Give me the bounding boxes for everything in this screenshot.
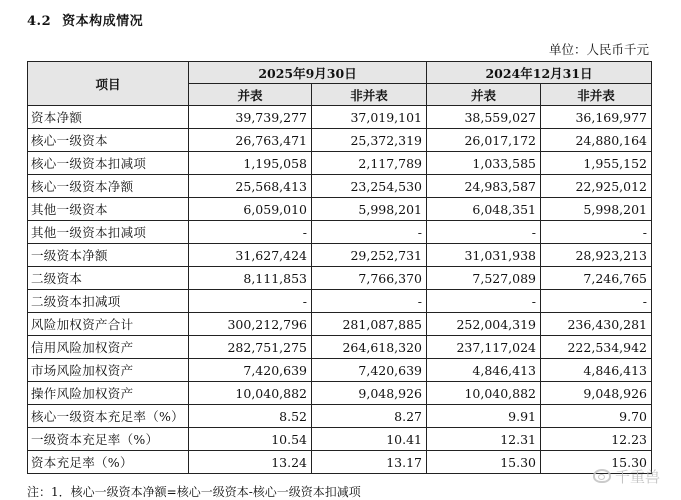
table-cell: - bbox=[427, 290, 541, 313]
row-label: 二级资本 bbox=[28, 267, 189, 290]
table-row bbox=[28, 129, 652, 152]
table-cell: 1,955,152 bbox=[541, 152, 652, 175]
row-label: 核心一级资本扣减项 bbox=[28, 152, 189, 175]
table-cell: 5,998,201 bbox=[541, 198, 652, 221]
row-label: 风险加权资产合计 bbox=[28, 313, 189, 336]
capital-composition-table bbox=[27, 61, 652, 474]
table-cell: 252,004,319 bbox=[427, 313, 541, 336]
table-cell: 4,846,413 bbox=[541, 359, 652, 382]
weibo-icon bbox=[593, 469, 611, 483]
table-cell: 7,420,639 bbox=[312, 359, 427, 382]
table-cell: 25,372,319 bbox=[312, 129, 427, 152]
table-cell: 236,430,281 bbox=[541, 313, 652, 336]
table-cell: 10,040,882 bbox=[427, 382, 541, 405]
table-row bbox=[28, 313, 652, 336]
period-header-2025: 2025年9月30日 bbox=[189, 62, 427, 84]
footnote: 注：1．核心一级资本净额=核心一级资本-核心一级资本扣减项 bbox=[27, 485, 361, 499]
table-cell: 7,527,089 bbox=[427, 267, 541, 290]
table-cell: 264,618,320 bbox=[312, 336, 427, 359]
table-cell: 282,751,275 bbox=[189, 336, 312, 359]
table-cell: 24,880,164 bbox=[541, 129, 652, 152]
table-cell: 5,998,201 bbox=[312, 198, 427, 221]
table-row bbox=[28, 382, 652, 405]
table-cell: 37,019,101 bbox=[312, 106, 427, 129]
table-cell: 7,420,639 bbox=[189, 359, 312, 382]
table-cell: 28,923,213 bbox=[541, 244, 652, 267]
scope-header-standalone-2024: 非并表 bbox=[541, 84, 652, 106]
table-cell: 9,048,926 bbox=[312, 382, 427, 405]
table-cell: 237,117,024 bbox=[427, 336, 541, 359]
table-cell: 13.24 bbox=[189, 451, 312, 474]
row-label: 核心一级资本净额 bbox=[28, 175, 189, 198]
table-cell: 2,117,789 bbox=[312, 152, 427, 175]
table-cell: 6,059,010 bbox=[189, 198, 312, 221]
table-row bbox=[28, 198, 652, 221]
table-row bbox=[28, 290, 652, 313]
table-cell: 8.52 bbox=[189, 405, 312, 428]
table-cell: - bbox=[312, 221, 427, 244]
row-label: 一级资本充足率（%） bbox=[28, 428, 189, 451]
unit-label: 单位：人民币千元 bbox=[548, 42, 649, 57]
table-cell: 15.30 bbox=[427, 451, 541, 474]
table-cell: 26,763,471 bbox=[189, 129, 312, 152]
table-cell: 10.41 bbox=[312, 428, 427, 451]
table-row bbox=[28, 359, 652, 382]
period-header-2024: 2024年12月31日 bbox=[427, 62, 652, 84]
table-cell: 9,048,926 bbox=[541, 382, 652, 405]
row-label: 资本净额 bbox=[28, 106, 189, 129]
row-label: 其他一级资本 bbox=[28, 198, 189, 221]
table-cell: 7,766,370 bbox=[312, 267, 427, 290]
table-cell: 300,212,796 bbox=[189, 313, 312, 336]
table-cell: 12.23 bbox=[541, 428, 652, 451]
row-label: 核心一级资本充足率（%） bbox=[28, 405, 189, 428]
table-row bbox=[28, 405, 652, 428]
table-cell: 222,534,942 bbox=[541, 336, 652, 359]
table-cell: 26,017,172 bbox=[427, 129, 541, 152]
table-cell: - bbox=[189, 290, 312, 313]
table-cell: - bbox=[189, 221, 312, 244]
row-label: 资本充足率（%） bbox=[28, 451, 189, 474]
table-cell: 38,559,027 bbox=[427, 106, 541, 129]
row-label: 市场风险加权资产 bbox=[28, 359, 189, 382]
table-cell: 10,040,882 bbox=[189, 382, 312, 405]
table-row bbox=[28, 175, 652, 198]
section-title-text: 资本构成情况 bbox=[62, 14, 144, 29]
table-cell: 1,033,585 bbox=[427, 152, 541, 175]
section-number: 4.2 bbox=[27, 14, 52, 29]
table-cell: 31,627,424 bbox=[189, 244, 312, 267]
table-cell: 15.30 bbox=[541, 451, 652, 474]
table-row bbox=[28, 267, 652, 290]
table-cell: - bbox=[541, 221, 652, 244]
table-cell: - bbox=[312, 290, 427, 313]
scope-header-consolidated-2025: 并表 bbox=[189, 84, 312, 106]
row-label: 一级资本净额 bbox=[28, 244, 189, 267]
table-cell: 9.91 bbox=[427, 405, 541, 428]
table-cell: 24,983,587 bbox=[427, 175, 541, 198]
row-label: 信用风险加权资产 bbox=[28, 336, 189, 359]
table-cell: - bbox=[541, 290, 652, 313]
section-title bbox=[27, 10, 143, 29]
header-row-periods bbox=[28, 62, 652, 84]
table-cell: 25,568,413 bbox=[189, 175, 312, 198]
table-cell: 13.17 bbox=[312, 451, 427, 474]
row-label: 其他一级资本扣减项 bbox=[28, 221, 189, 244]
row-label: 核心一级资本 bbox=[28, 129, 189, 152]
table-cell: 23,254,530 bbox=[312, 175, 427, 198]
watermark bbox=[593, 465, 671, 487]
table-cell: 36,169,977 bbox=[541, 106, 652, 129]
table-cell: 29,252,731 bbox=[312, 244, 427, 267]
table-row bbox=[28, 428, 652, 451]
table-cell: 12.31 bbox=[427, 428, 541, 451]
table-cell: 39,739,277 bbox=[189, 106, 312, 129]
table-cell: 9.70 bbox=[541, 405, 652, 428]
table-cell: 8.27 bbox=[312, 405, 427, 428]
scope-header-standalone-2025: 非并表 bbox=[312, 84, 427, 106]
table-body bbox=[28, 106, 652, 474]
table-cell: 31,031,938 bbox=[427, 244, 541, 267]
scope-header-consolidated-2024: 并表 bbox=[427, 84, 541, 106]
table-cell: - bbox=[427, 221, 541, 244]
table-row bbox=[28, 244, 652, 267]
table-cell: 7,246,765 bbox=[541, 267, 652, 290]
table-cell: 1,195,058 bbox=[189, 152, 312, 175]
table-cell: 10.54 bbox=[189, 428, 312, 451]
table-row bbox=[28, 221, 652, 244]
table-cell: 22,925,012 bbox=[541, 175, 652, 198]
watermark-text: 千重兽 bbox=[615, 467, 661, 486]
table-cell: 8,111,853 bbox=[189, 267, 312, 290]
table-row bbox=[28, 336, 652, 359]
table-row bbox=[28, 106, 652, 129]
row-label: 二级资本扣减项 bbox=[28, 290, 189, 313]
table-cell: 281,087,885 bbox=[312, 313, 427, 336]
row-label: 操作风险加权资产 bbox=[28, 382, 189, 405]
table-cell: 4,846,413 bbox=[427, 359, 541, 382]
item-column-header: 项目 bbox=[28, 62, 189, 106]
table-cell: 6,048,351 bbox=[427, 198, 541, 221]
table-row bbox=[28, 451, 652, 474]
table-row bbox=[28, 152, 652, 175]
